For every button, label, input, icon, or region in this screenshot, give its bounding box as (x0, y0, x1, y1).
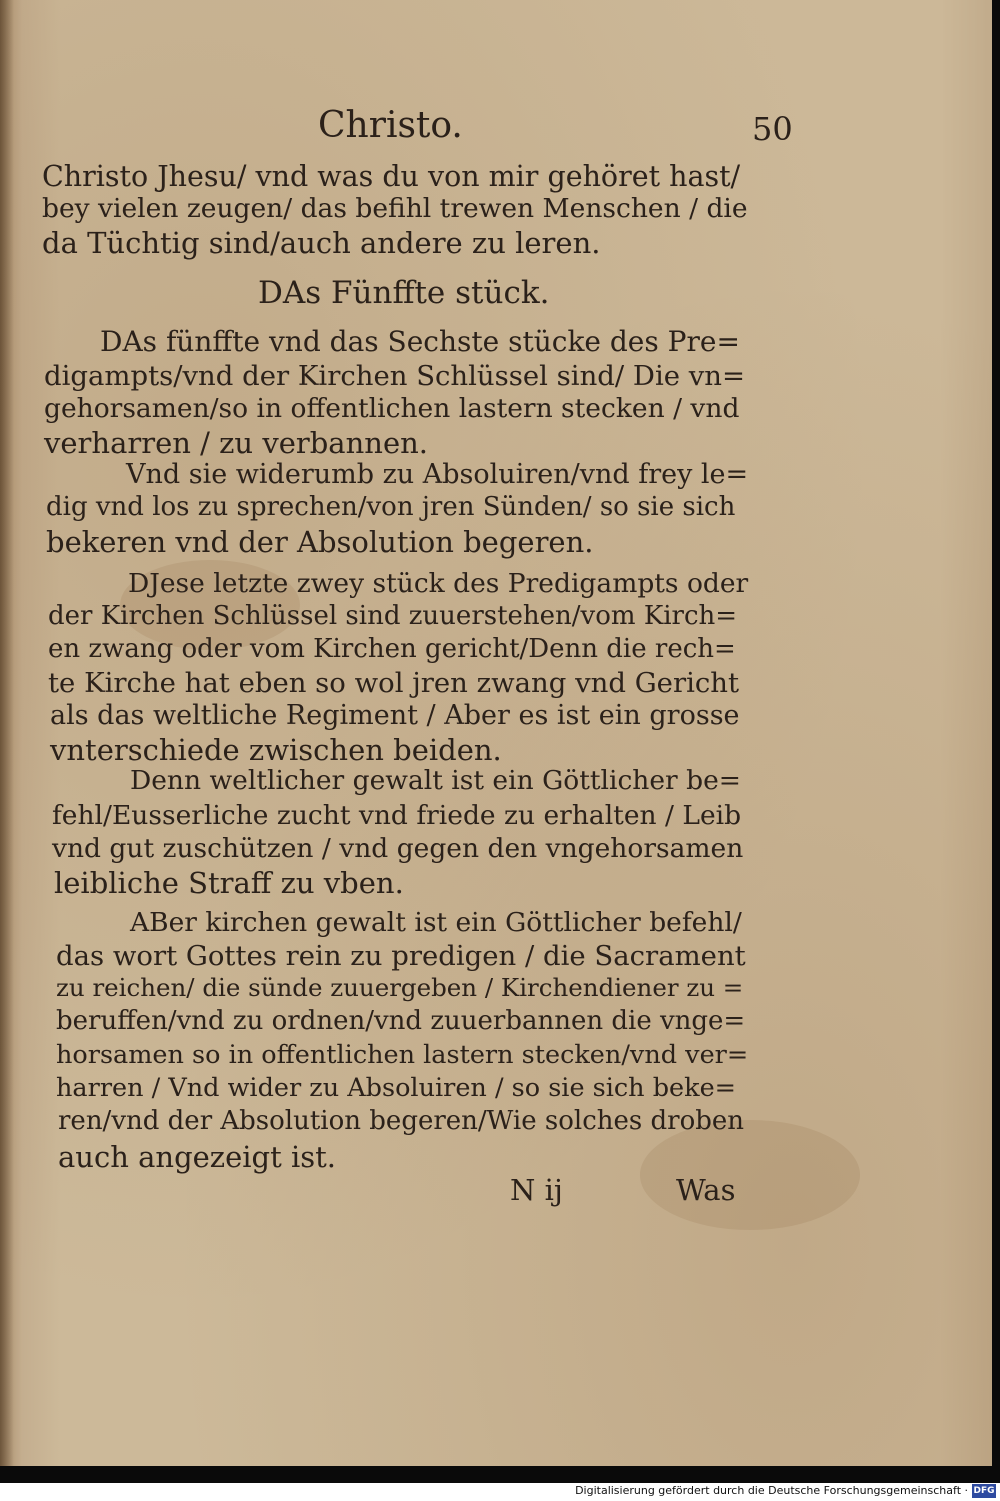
text-line: fehl/Eusserliche zucht vnd friede zu erhalten / Leib (52, 800, 742, 831)
text-line: en zwang oder vom Kirchen gericht/Denn die rech= (48, 634, 736, 664)
text-line: vnd gut zuschützen / vnd gegen den vngehorsamen (52, 833, 744, 864)
running-head: Christo. (318, 105, 463, 146)
text-line: beruffen/vnd zu ordnen/vnd zuuerbannen die vnge= (56, 1006, 746, 1036)
text-line: ABer kirchen gewalt ist ein Göttlicher befehl/ (130, 907, 742, 938)
paper-stain (640, 1120, 860, 1230)
signature-mark: N ij (510, 1173, 563, 1207)
text-line: dig vnd los zu sprechen/von jren Sünden/ so sie sich (46, 492, 736, 522)
text-line: auch angezeigt ist. (58, 1140, 336, 1174)
page-binding-shadow (0, 0, 14, 1466)
text-line: bey vielen zeugen/ das befihl trewen Menschen / die (42, 193, 748, 224)
text-line: DJese letzte zwey stück des Predigampts oder (128, 568, 749, 599)
text-line: leibliche Straff zu vben. (54, 866, 404, 900)
text-line: Vnd sie widerumb zu Absoluiren/vnd frey le= (126, 459, 749, 490)
text-line: DAs fünffte vnd das Sechste stücke des Pre= (100, 325, 740, 358)
page-number: 50 (752, 110, 793, 148)
text-line: bekeren vnd der Absolution begeren. (46, 525, 594, 559)
text-line: da Tüchtig sind/auch andere zu leren. (42, 226, 601, 260)
text-line: harren / Vnd wider zu Absoluiren / so sie sich beke= (56, 1073, 737, 1103)
text-line: als das weltliche Regiment / Aber es ist ein grosse (50, 700, 740, 731)
text-line: digampts/vnd der Kirchen Schlüssel sind/ Die vn= (44, 360, 746, 392)
text-line: Denn weltlicher gewalt ist ein Göttlicher be= (130, 765, 741, 796)
text-line: zu reichen/ die sünde zuuergeben / Kirchendiener zu = (56, 973, 744, 1002)
section-heading: DAs Fünffte stück. (258, 275, 550, 311)
text-line: gehorsamen/so in offentlichen lastern stecken / vnd (44, 393, 740, 424)
catchword: Was (676, 1173, 736, 1207)
text-line: das wort Gottes rein zu predigen / die Sacrament (56, 940, 746, 972)
text-line: horsamen so in offentlichen lastern stecken/vnd ver= (56, 1040, 749, 1070)
text-line: te Kirche hat eben so wol jren zwang vnd Gericht (48, 667, 740, 699)
text-line: der Kirchen Schlüssel sind zuuerstehen/vom Kirch= (48, 601, 738, 631)
text-line: ren/vnd der Absolution begeren/Wie solches droben (58, 1106, 745, 1136)
text-line: Christo Jhesu/ vnd was du von mir gehöret hast/ (42, 160, 741, 193)
text-line: vnterschiede zwischen beiden. (50, 733, 502, 767)
dfg-logo: DFG (973, 1486, 995, 1496)
text-line: verharren / zu verbannen. (44, 426, 428, 460)
funding-credit: Digitalisierung gefördert durch die Deutsche Forschungsgemeinschaft · (575, 1484, 968, 1497)
